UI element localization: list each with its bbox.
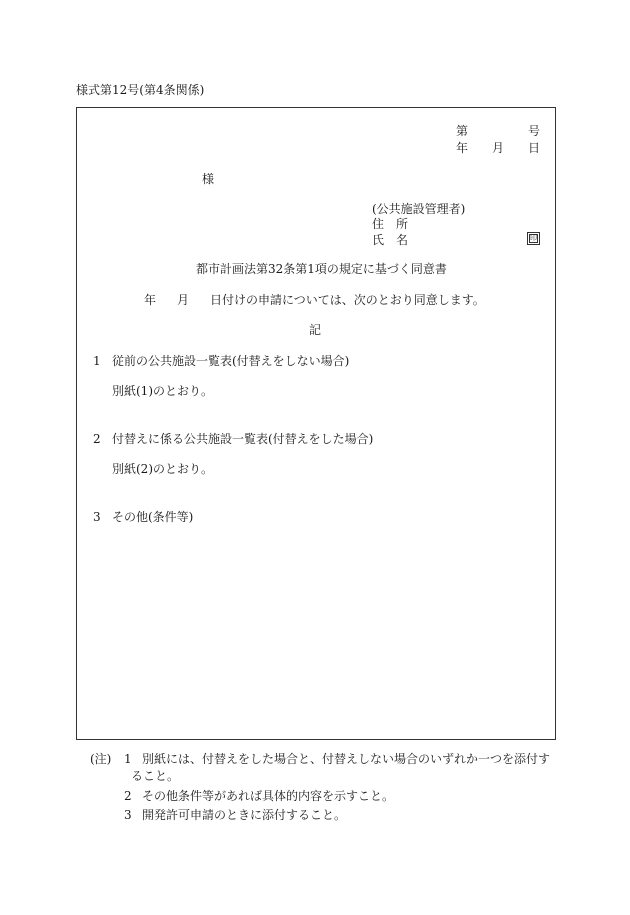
form-frame (76, 107, 556, 740)
note-text: 別紙には、付替えをした場合と、付替えしない場合のいずれか一つを添付す (142, 752, 551, 766)
note-number: 2 (124, 789, 132, 803)
note-text-continued: ること。 (131, 769, 180, 783)
body-month-label: 月 (177, 293, 190, 307)
seal-stamp (527, 232, 540, 245)
document-title: 都市計画法第32条第1項の規定に基づく同意書 (196, 262, 447, 276)
seal-mark: 印 (530, 234, 537, 242)
addressee-honorific: 様 (202, 172, 215, 186)
item-heading: その他(条件等) (112, 510, 194, 524)
item-number: 1 (93, 354, 101, 368)
number-prefix: 第 (456, 124, 469, 138)
body-year-label: 年 (144, 293, 157, 307)
notes-label: (注) (90, 752, 112, 766)
item-number: 2 (93, 432, 101, 446)
sender-name-label: 氏 名 (372, 233, 409, 247)
body-text: 日付けの申請については、次のとおり同意します。 (210, 293, 485, 307)
note-number: 1 (124, 752, 132, 766)
item-heading: 付替えに係る公共施設一覧表(付替えをした場合) (112, 432, 374, 446)
ki-heading: 記 (309, 323, 322, 337)
item-detail: 別紙(2)のとおり。 (112, 462, 213, 476)
form-number-label: 様式第12号(第4条関係) (76, 83, 205, 97)
note-text: 開発許可申請のときに添付すること。 (142, 808, 347, 822)
item-heading: 従前の公共施設一覧表(付替えをしない場合) (112, 354, 350, 368)
item-detail: 別紙(1)のとおり。 (112, 384, 213, 398)
sender-address-label: 住 所 (372, 217, 409, 231)
date-day-label: 日 (528, 141, 541, 155)
item-number: 3 (93, 510, 101, 524)
number-suffix: 号 (528, 124, 541, 138)
note-number: 3 (124, 808, 132, 822)
sender-role: (公共施設管理者) (372, 202, 466, 216)
date-month-label: 月 (492, 141, 505, 155)
date-year-label: 年 (456, 141, 469, 155)
note-text: その他条件等があれば具体的内容を示すこと。 (142, 789, 395, 803)
